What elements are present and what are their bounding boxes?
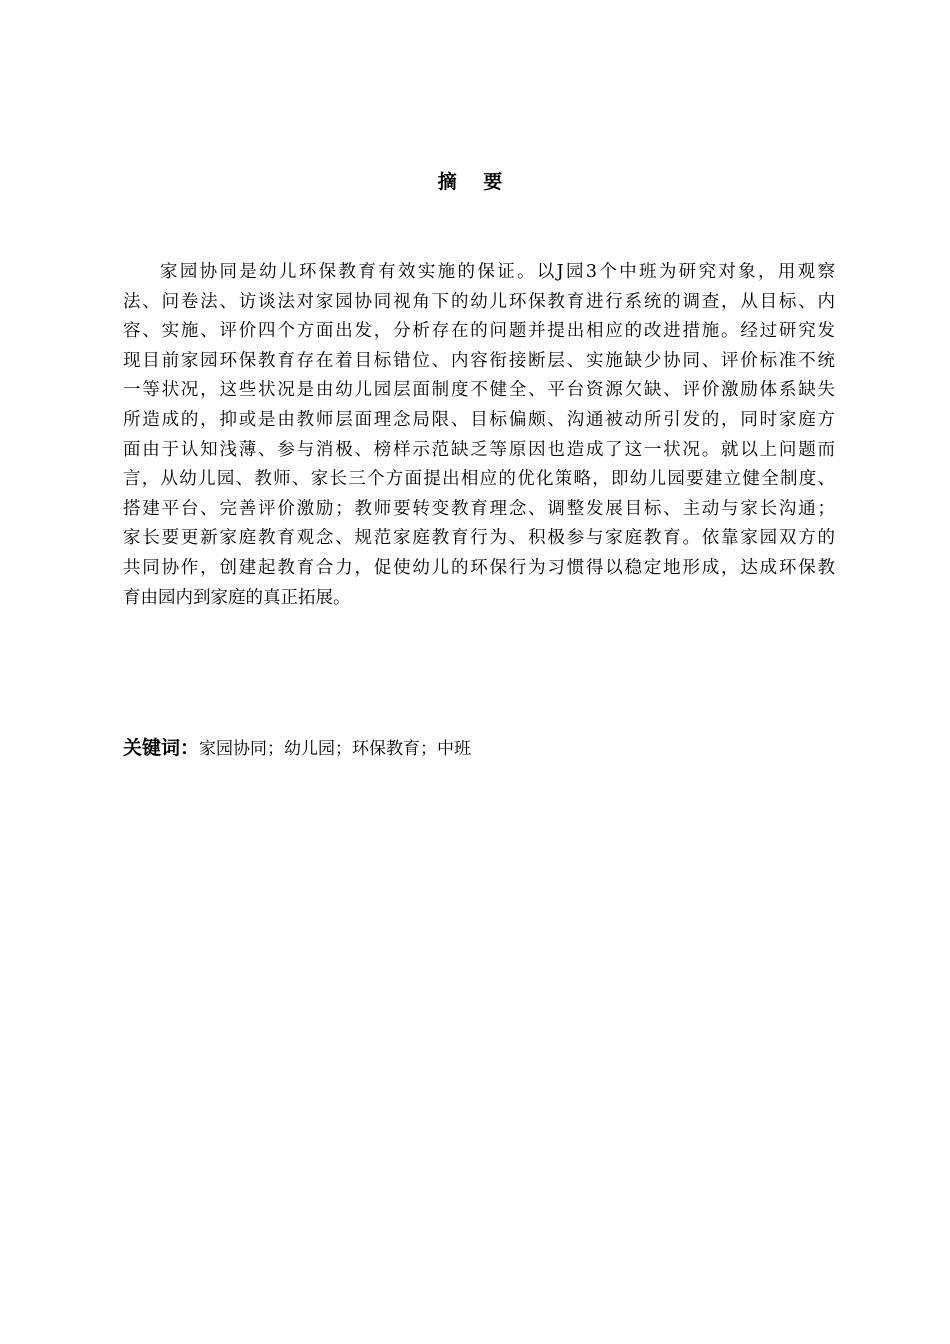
keywords-label: 关键词： (123, 737, 200, 759)
abstract-heading: 摘 要 (437, 171, 513, 193)
abstract-line: 家园协同是幼儿环保教育有效实施的保证。以J园3个中班为研究对象，用观察 (160, 262, 835, 282)
abstract-line: 面由于认知浅薄、参与消极、榜样示范缺乏等原因也造成了这一状况。就以上问题而 (123, 439, 835, 460)
abstract-line: 育由园内到家庭的真正拓展。 (123, 587, 351, 608)
abstract-line: 家长要更新家庭教育观念、规范家庭教育行为、积极参与家庭教育。依靠家园双方的 (123, 528, 835, 549)
keywords-line (123, 734, 835, 763)
abstract-line: 所造成的，抑或是由教师层面理念局限、目标偏颇、沟通被动所引发的，同时家庭方 (123, 409, 835, 430)
abstract-line: 一等状况，这些状况是由幼儿园层面制度不健全、平台资源欠缺、评价激励体系缺失 (123, 380, 835, 401)
abstract-line: 容、实施、评价四个方面出发，分析存在的问题并提出相应的改进措施。经过研究发 (123, 321, 835, 342)
keywords-value: 家园协同；幼儿园；环保教育；中班 (199, 739, 472, 759)
abstract-line: 共同协作，创建起教育合力，促使幼儿的环保行为习惯得以稳定地形成，达成环保教 (123, 557, 835, 578)
abstract-body (123, 258, 835, 613)
abstract-line: 言，从幼儿园、教师、家长三个方面提出相应的优化策略，即幼儿园要建立健全制度、 (123, 469, 835, 490)
abstract-line: 法、问卷法、访谈法对家园协同视角下的幼儿环保教育进行系统的调查，从目标、内 (123, 291, 835, 312)
abstract-line: 现目前家园环保教育存在着目标错位、内容衔接断层、实施缺少协同、评价标准不统 (123, 350, 835, 371)
abstract-line: 搭建平台、完善评价激励；教师要转变教育理念、调整发展目标、主动与家长沟通； (123, 498, 835, 519)
